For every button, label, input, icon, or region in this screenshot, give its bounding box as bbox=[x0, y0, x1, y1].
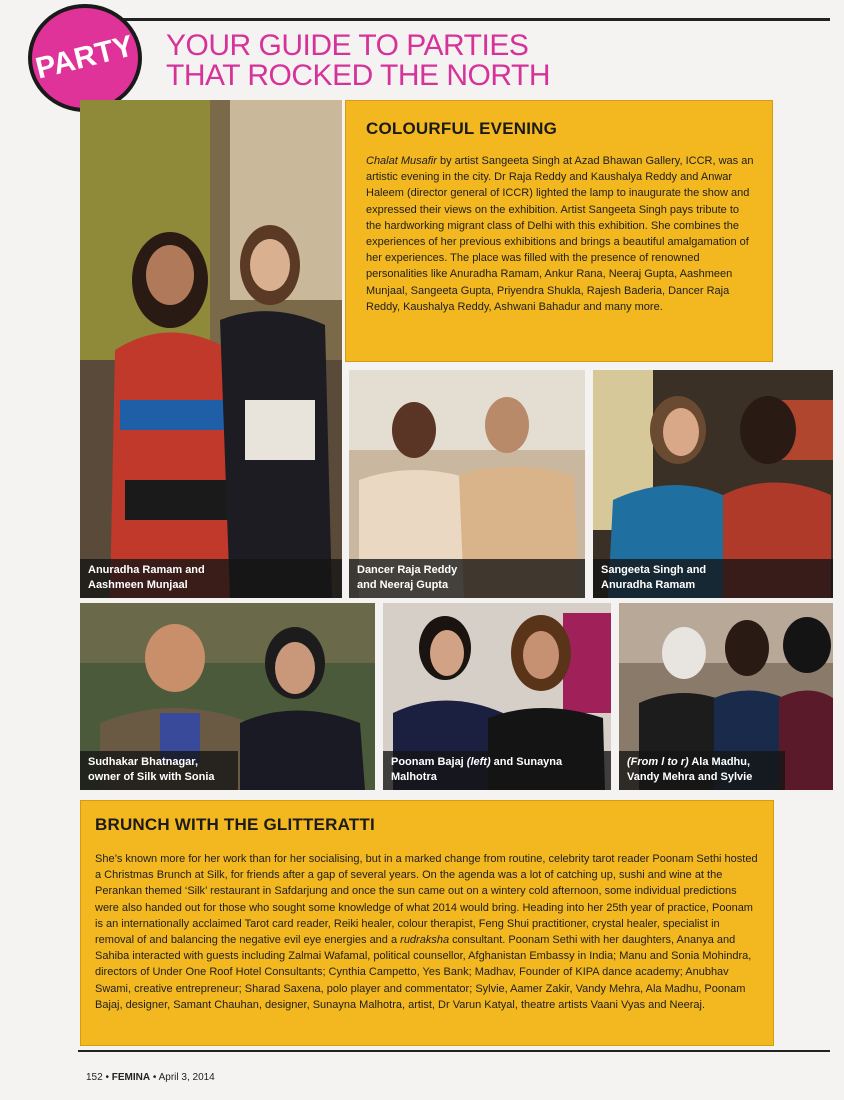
brunch-title: BRUNCH WITH THE GLITTERATTI bbox=[95, 815, 375, 834]
caption-italic: (left) bbox=[466, 756, 491, 768]
brunch-text-1: She’s known more for her work than for her socialising, but in a marked change from routine, celebrity tarot reader Poonam Sethi hosted a Christmas Brunch at Silk, for friends after a gap of several years. On the agenda was a lot of catching up, sushi and wine at the Perankan themed ‘Silk’ restaurant in Safdarjung and once the sun came out on a wintery cold afternoon, some individual predictions were also handed out for those who sought some knowledge of what 2014 would bring. Heading into her 25th year of practice, Poonam is an internationally acclaimed Tarot card reader, Reiki healer, colour therapist, Feng Shui practitioner, crystal healer, specialist in removal of and balancing the negative evil eye energies and a bbox=[95, 853, 758, 947]
footer-page-number: 152 • bbox=[86, 1072, 112, 1083]
photo-caption bbox=[619, 751, 785, 790]
colourful-evening-title: COLOURFUL EVENING bbox=[366, 119, 558, 138]
caption-post: Ala Madhu, bbox=[688, 756, 751, 768]
colourful-evening-body bbox=[366, 153, 754, 315]
colourful-evening-box bbox=[345, 100, 773, 362]
brunch-box bbox=[80, 800, 774, 1046]
caption-line-2: and Neeraj Gupta bbox=[357, 579, 449, 591]
photo-poonam-sunayna bbox=[383, 603, 611, 790]
headline-line-2: THAT ROCKED THE NORTH bbox=[166, 59, 550, 92]
party-badge-label: PARTY bbox=[32, 29, 138, 86]
photo-image bbox=[80, 100, 342, 598]
photo-raja-neeraj bbox=[349, 370, 585, 598]
photo-caption bbox=[383, 751, 611, 790]
caption-line-1 bbox=[391, 755, 603, 785]
photo-caption bbox=[80, 559, 342, 598]
photo-caption bbox=[349, 559, 585, 598]
caption-line-2: Anuradha Ramam bbox=[601, 579, 696, 591]
photo-sudhakar-sonia bbox=[80, 603, 375, 790]
colourful-evening-intro: Chalat Musafir bbox=[366, 155, 437, 167]
footer-date: • April 3, 2014 bbox=[150, 1072, 215, 1083]
colourful-evening-text: by artist Sangeeta Singh at Azad Bhawan Gallery, ICCR, was an artistic evening in the city. Dr Raja Reddy and Kaushalya Reddy and Anwar Haleem (director general of ICCR) lighted the lamp to inaugurate the show and expressed their views on the exhibition. Artist Sangeeta Singh pays tribute to the hardworking migrant class of Delhi with this exhibition. She combines the experiences of her previous exhibitions and brings a beautiful amalgamation of her experiences. The place was filled with the presence of renowned personalities like Anuradha Ramam, Ankur Rana, Neeraj Gupta, Aashmeen Munjaal, Sangeeta Gupta, Priyendra Shukla, Rajesh Baderia, Dancer Raja Reddy, Kaushalya Reddy, Ashwani Bahadur and many more. bbox=[366, 155, 754, 313]
page-footer bbox=[86, 1072, 215, 1083]
caption-line-1 bbox=[627, 755, 777, 770]
photo-caption bbox=[593, 559, 833, 598]
photo-caption bbox=[80, 751, 238, 790]
photo-anuradha-aashmeen bbox=[80, 100, 342, 598]
photo-sangeeta-anuradha bbox=[593, 370, 833, 598]
caption-line-1: Sangeeta Singh and bbox=[601, 564, 707, 576]
headline-line-1: YOUR GUIDE TO PARTIES bbox=[166, 29, 529, 62]
footer-magazine: FEMINA bbox=[111, 1072, 151, 1083]
page-headline bbox=[166, 31, 550, 91]
caption-line-2: owner of Silk with Sonia bbox=[88, 771, 215, 783]
caption-line-1: Anuradha Ramam and bbox=[88, 564, 205, 576]
bottom-rule bbox=[78, 1050, 830, 1052]
photo-ala-vandy-sylvie bbox=[619, 603, 833, 790]
brunch-text-italic: rudraksha bbox=[400, 934, 450, 947]
brunch-text-2: consultant. Poonam Sethi with her daughters, Ananya and Sahiba interacted with guests including Zalmai Wafamal, political counsellor, Afghanistan Embassy in India; Manu and Sonia Mohindra, directors of Under One Roof Hotel Consultants; Cynthia Campetto, Yes Bank; Madhav, Founder of KIPA dance academy; Anubhav Swami, creative entrepreneur; Sharad Saxena, polo player and commentator; Sylvie, Aamer Zakir, Vandy Mehra, Ala Madhu, Poonam Bajaj, designer, Samant Chauhan, designer, Sunayna Malhotra, artist, Dr Varun Katyal, theatre artists Vaani Vyas and Neeraj. bbox=[95, 934, 752, 1011]
brunch-body bbox=[95, 851, 759, 1013]
caption-line-1: Sudhakar Bhatnagar, bbox=[88, 756, 199, 768]
caption-post: and Sunayna Malhotra bbox=[391, 756, 563, 783]
caption-line-2: Aashmeen Munjaal bbox=[88, 579, 188, 591]
party-badge bbox=[28, 4, 142, 112]
caption-pre: Poonam Bajaj bbox=[391, 756, 467, 768]
caption-line-1: Dancer Raja Reddy bbox=[357, 564, 458, 576]
caption-italic: (From l to r) bbox=[627, 756, 689, 768]
top-rule bbox=[78, 18, 830, 21]
caption-line-2: Vandy Mehra and Sylvie bbox=[627, 771, 753, 783]
